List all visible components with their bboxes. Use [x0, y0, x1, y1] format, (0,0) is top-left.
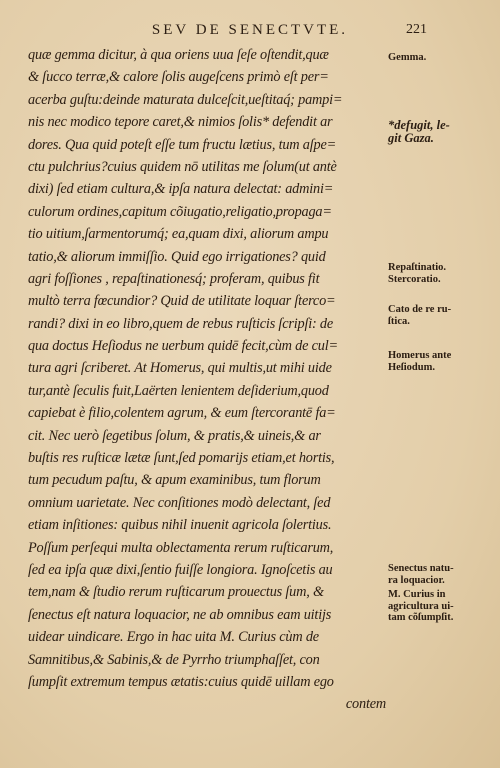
- running-title: SEV DE SENECTVTE.: [151, 22, 349, 38]
- text-line: capiebat è filio,colentem agrum, & eum ſtercorantē fa=: [28, 405, 336, 422]
- marginal-note-cato: Cato de re ru- ſtica.: [388, 304, 452, 327]
- text-line: multò terra fœcundior? Quid de utilitate loquar ſterco=: [28, 293, 336, 310]
- marginal-note-defugit: *defugit, le- git Gaza.: [388, 118, 450, 145]
- marginal-note-gemma: Gemma.: [388, 52, 427, 63]
- text-line: uidear uindicare. Ergo in hac uita M. Curius cùm de: [28, 629, 319, 646]
- text-line: dores. Qua quid poteſt eſſe tum fructu lætius, tum aſpe=: [28, 136, 337, 153]
- text-line: ctu pulchrius?cuius quidem nō utilitas me ſolum(ut antè: [28, 158, 337, 175]
- text-line: omnium uarietate. Nec conſitiones modò delectant, ſed: [28, 494, 331, 511]
- text-line: nis nec modico tepore caret,& nimios ſolis* defendit ar: [28, 114, 333, 131]
- text-line: acerba guſtu:deinde maturata dulceſcit,ueſtitaq́; pampi=: [28, 91, 343, 108]
- text-line: buſtis res ruſticæ lætæ ſunt,ſed pomarijs etiam,et hortis,: [28, 450, 335, 467]
- text-line: culorum ordines,capitum cõiugatio,religatio,propaga=: [28, 203, 332, 220]
- catchword: contem: [345, 696, 386, 713]
- text-line: agri foſſiones , repaſtinationesq́; proferam, quibus fit: [28, 270, 320, 287]
- marginal-note-senectus: Senectus natu- ra loquacior.: [388, 563, 454, 586]
- text-line: Samnitibus,& Sabinis,& de Pyrrho triumphaſſet, con: [28, 651, 320, 668]
- text-line: cit. Nec uerò ſegetibus ſolum, & pratis,& uineis,& ar: [28, 427, 321, 444]
- text-line: tatio,& aliorum immiſſio. Quid ego irrigationes? quid: [28, 248, 326, 265]
- text-line: & ſucco terræ,& calore ſolis augeſcens primò eſt per=: [28, 69, 329, 86]
- text-line: tem,nam & ſtudio rerum ruſticarum prouectus ſum, &: [28, 584, 324, 601]
- text-line: qua doctus Heſiodus ne uerbum quidē fecit,cùm de cul=: [28, 338, 338, 355]
- text-line: Poſſum perſequi multa oblectamenta rerum ruſticarum,: [28, 539, 334, 556]
- text-line: randi? dixi in eo libro,quem de rebus ruſticis ſcripſi: de: [28, 315, 334, 332]
- text-line: dixi) ſed etiam cultura,& ipſa natura delectat: admini=: [28, 181, 334, 198]
- marginal-note-homerus: Homerus ante Heſiodum.: [388, 350, 452, 373]
- text-line: tum pecudum paſtu, & apum examinibus, tum florum: [28, 472, 321, 489]
- page-number: 221: [406, 22, 427, 37]
- marginal-note-curius: M. Curius in agricultura ui- tam cõſumpſit.: [388, 589, 454, 623]
- text-line: tur,antè ſeculis fuit,Laërten lenientem deſiderium,quod: [28, 382, 329, 399]
- marginal-note-repastinatio: Repaſtinatio. Stercoratio.: [388, 262, 447, 285]
- text-line: ſed ea ipſa quæ dixi,ſentio fuiſſe longiora. Ignoſcetis au: [28, 561, 333, 578]
- text-line: quæ gemma dicitur, à qua oriens uua ſeſe oſtendit,quæ: [28, 47, 329, 63]
- text-line: tio uitium,ſarmentorumq́; ea,quam dixi, aliorum ampu: [28, 226, 329, 243]
- text-line: ſumpſit extremum tempus ætatis:cuius quidē uillam ego: [28, 673, 334, 690]
- text-line: etiam inſitiones: quibus nihil inuenit agricola ſolertius.: [28, 517, 332, 534]
- text-line: tura agri ſcriberet. At Homerus, qui multis,ut mihi uide: [28, 360, 332, 377]
- text-line: ſenectus eſt natura loquacior, ne ab omnibus eam uitijs: [28, 606, 332, 623]
- main-text-block: [28, 44, 386, 716]
